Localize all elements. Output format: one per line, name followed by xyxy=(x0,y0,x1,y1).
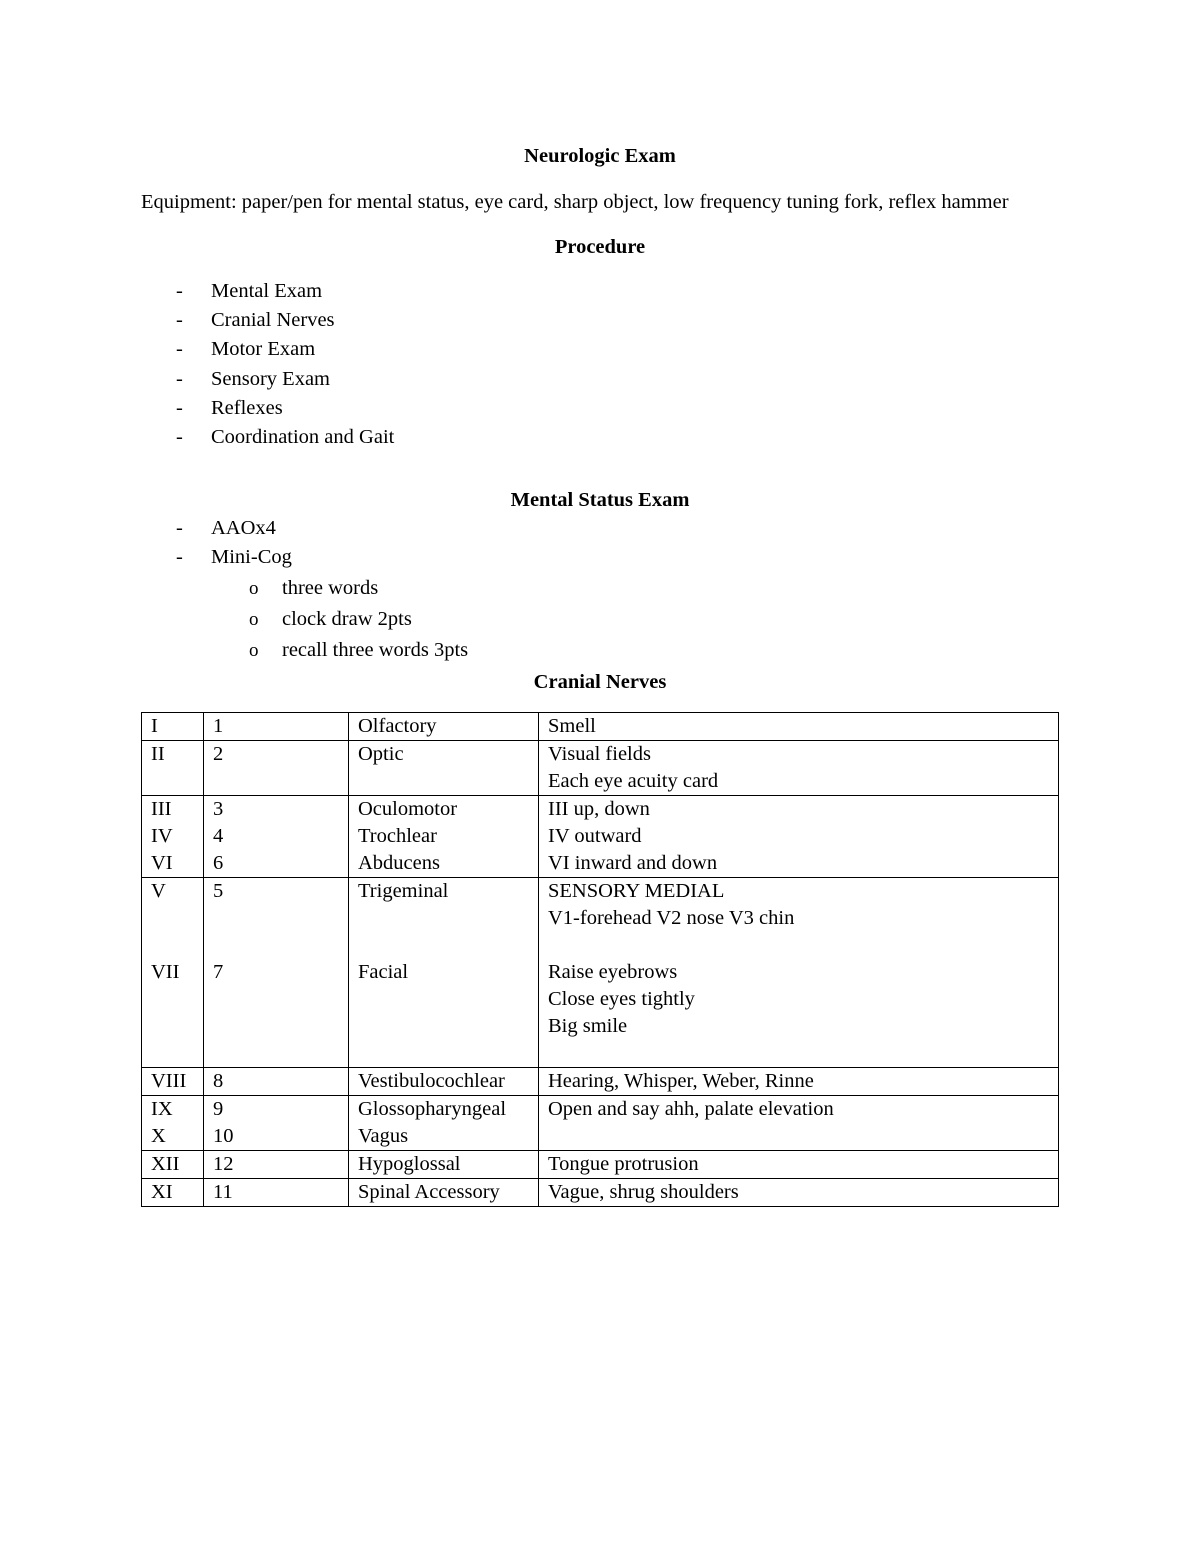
list-item xyxy=(141,394,1059,423)
table-row xyxy=(142,1067,1059,1095)
circle-bullet: o xyxy=(249,577,259,599)
dash-bullet: - xyxy=(176,367,183,390)
list-item xyxy=(141,335,1059,364)
test-cell xyxy=(539,712,1059,740)
nerve-name: Spinal Accessory xyxy=(358,1180,500,1203)
test-cell xyxy=(539,1178,1059,1206)
circle-bullet: o xyxy=(249,608,259,630)
nerve-test: Raise eyebrows xyxy=(548,960,678,983)
circle-bullet: o xyxy=(249,639,259,661)
list-item-text: Cranial Nerves xyxy=(211,309,335,332)
roman-numeral: IX xyxy=(151,1097,173,1120)
nerve-number: 1 xyxy=(213,714,224,737)
nerve-test: IV outward xyxy=(548,824,642,847)
nerve-name: Olfactory xyxy=(358,714,437,737)
number-cell xyxy=(204,1178,349,1206)
dash-bullet: - xyxy=(176,309,183,332)
roman-numeral: IV xyxy=(151,824,173,847)
number-cell xyxy=(204,1150,349,1178)
name-cell xyxy=(349,712,539,740)
roman-numeral: XI xyxy=(151,1180,173,1203)
roman-cell xyxy=(142,795,204,877)
nerve-number: 6 xyxy=(213,851,224,874)
nerve-number: 4 xyxy=(213,824,224,847)
sub-list-item xyxy=(141,573,1059,604)
name-cell xyxy=(349,1150,539,1178)
sub-list-item xyxy=(141,604,1059,635)
list-item xyxy=(141,277,1059,306)
nerve-number: 9 xyxy=(213,1097,224,1120)
nerve-number: 8 xyxy=(213,1069,224,1092)
procedure-heading: Procedure xyxy=(554,236,646,258)
nerve-name: Vestibulocochlear xyxy=(358,1069,505,1092)
roman-numeral: VI xyxy=(151,851,173,874)
number-cell xyxy=(204,877,349,1067)
nerve-number: 11 xyxy=(213,1180,233,1203)
name-cell xyxy=(349,1178,539,1206)
nerve-name: Abducens xyxy=(358,851,440,874)
test-cell xyxy=(539,1150,1059,1178)
nerve-number: 10 xyxy=(213,1124,234,1147)
roman-cell xyxy=(142,1095,204,1150)
mental-status-heading: Mental Status Exam xyxy=(510,489,690,512)
roman-numeral: VII xyxy=(151,960,180,983)
roman-numeral: III xyxy=(151,797,172,820)
number-cell xyxy=(204,795,349,877)
nerve-test: III up, down xyxy=(548,797,650,820)
test-cell xyxy=(539,1095,1059,1150)
roman-cell xyxy=(142,1178,204,1206)
list-item xyxy=(141,423,1059,452)
nerve-test: Vague, shrug shoulders xyxy=(548,1180,739,1203)
number-cell xyxy=(204,712,349,740)
dash-bullet: - xyxy=(176,280,183,302)
table-row xyxy=(142,795,1059,877)
roman-numeral: VIII xyxy=(151,1069,187,1092)
nerve-test: Big smile xyxy=(548,1014,628,1037)
nerve-name: Glossopharyngeal xyxy=(358,1097,507,1120)
nerve-number: 3 xyxy=(213,797,224,820)
equipment-text: Equipment: paper/pen for mental status, eye card, sharp object, low frequency tuning fork, reflex hammer xyxy=(141,191,1009,213)
nerve-name: Optic xyxy=(358,742,404,765)
table-row xyxy=(142,877,1059,1067)
roman-cell xyxy=(142,740,204,795)
table-row xyxy=(142,1095,1059,1150)
name-cell xyxy=(349,1095,539,1150)
number-cell xyxy=(204,1067,349,1095)
dash-bullet: - xyxy=(176,426,183,449)
document-page xyxy=(141,140,1059,1207)
nerve-number: 2 xyxy=(213,742,224,765)
list-item xyxy=(141,365,1059,394)
nerve-test: V1-forehead V2 nose V3 chin xyxy=(548,906,795,929)
roman-numeral: I xyxy=(151,714,158,737)
cranial-nerves-heading: Cranial Nerves xyxy=(533,670,667,693)
name-cell xyxy=(349,795,539,877)
roman-numeral: V xyxy=(151,879,166,902)
nerve-test: Each eye acuity card xyxy=(548,769,719,792)
list-item-text: Sensory Exam xyxy=(211,367,330,390)
nerve-test: VI inward and down xyxy=(548,851,718,874)
nerve-name: Trigeminal xyxy=(358,879,449,902)
mini-cog-sublist xyxy=(141,573,1059,666)
nerve-name: Trochlear xyxy=(358,824,437,847)
test-cell xyxy=(539,1067,1059,1095)
list-item xyxy=(141,543,1059,572)
number-cell xyxy=(204,740,349,795)
sub-list-item-text: three words xyxy=(282,576,379,599)
nerve-name: Hypoglossal xyxy=(358,1152,461,1175)
test-cell xyxy=(539,877,1059,1067)
mental-status-list xyxy=(141,514,1059,572)
dash-bullet: - xyxy=(176,546,183,569)
nerve-name: Oculomotor xyxy=(358,797,458,820)
list-item-text: Reflexes xyxy=(211,396,283,419)
list-item-text: AAOx4 xyxy=(211,517,276,540)
nerve-test: Hearing, Whisper, Weber, Rinne xyxy=(548,1069,814,1092)
list-item xyxy=(141,306,1059,335)
dash-bullet: - xyxy=(176,396,183,419)
list-item-text: Coordination and Gait xyxy=(211,426,395,449)
test-cell xyxy=(539,740,1059,795)
nerve-test: Close eyes tightly xyxy=(548,987,695,1010)
table-row xyxy=(142,712,1059,740)
name-cell xyxy=(349,877,539,1067)
dash-bullet: - xyxy=(176,338,183,361)
sub-list-item-text: clock draw 2pts xyxy=(282,607,412,630)
table-row xyxy=(142,1150,1059,1178)
roman-cell xyxy=(142,1067,204,1095)
list-item-text: Motor Exam xyxy=(211,338,316,361)
roman-cell xyxy=(142,1150,204,1178)
nerve-test: Visual fields xyxy=(548,742,651,765)
name-cell xyxy=(349,740,539,795)
procedure-list xyxy=(141,277,1059,452)
sub-list-item xyxy=(141,635,1059,666)
list-item-text: Mental Exam xyxy=(211,280,323,302)
nerve-number: 12 xyxy=(213,1152,234,1175)
sub-list-item-text: recall three words 3pts xyxy=(282,638,469,661)
nerve-name: Facial xyxy=(358,960,409,983)
list-item-text: Mini-Cog xyxy=(211,546,292,569)
roman-numeral: II xyxy=(151,742,165,765)
table-row xyxy=(142,740,1059,795)
dash-bullet: - xyxy=(176,517,183,540)
list-item xyxy=(141,514,1059,543)
nerve-test: Open and say ahh, palate elevation xyxy=(548,1097,834,1120)
table-row xyxy=(142,1178,1059,1206)
roman-cell xyxy=(142,877,204,1067)
test-cell xyxy=(539,795,1059,877)
cranial-nerves-table xyxy=(141,712,1059,1207)
roman-cell xyxy=(142,712,204,740)
nerve-test: Tongue protrusion xyxy=(548,1152,699,1175)
nerve-test: Smell xyxy=(548,714,596,737)
nerve-test: SENSORY MEDIAL xyxy=(548,879,725,902)
number-cell xyxy=(204,1095,349,1150)
roman-numeral: XII xyxy=(151,1152,180,1175)
nerve-name: Vagus xyxy=(358,1124,409,1147)
document-title: Neurologic Exam xyxy=(524,145,676,167)
nerve-number: 5 xyxy=(213,879,224,902)
nerve-number: 7 xyxy=(213,960,224,983)
name-cell xyxy=(349,1067,539,1095)
roman-numeral: X xyxy=(151,1124,166,1147)
